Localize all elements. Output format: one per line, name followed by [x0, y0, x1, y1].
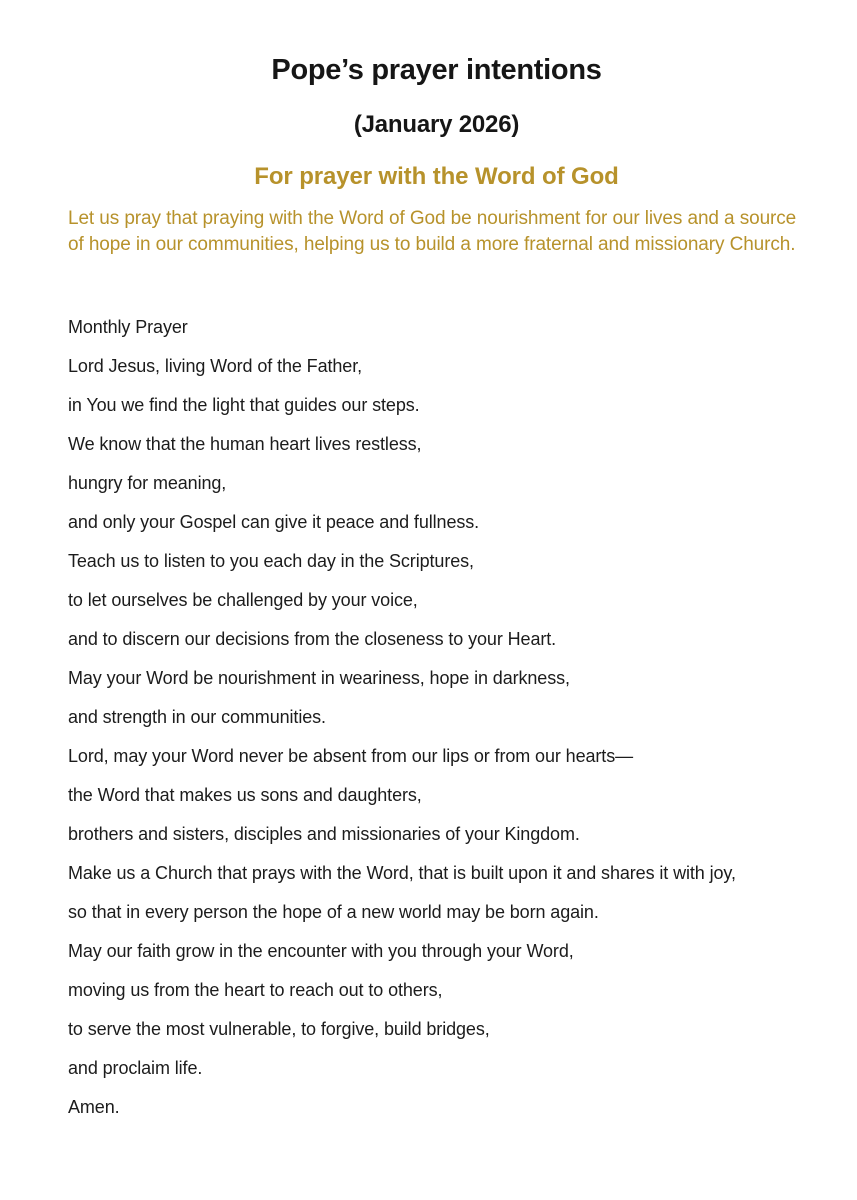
prayer-line: and strength in our communities.	[68, 707, 326, 727]
prayer-line: Teach us to listen to you each day in the Scriptures,	[68, 551, 474, 571]
prayer-body	[68, 314, 805, 1120]
prayer-line: and only your Gospel can give it peace and fullness.	[68, 512, 480, 532]
prayer-line: to serve the most vulnerable, to forgive, build bridges,	[68, 1019, 490, 1039]
prayer-line: to let ourselves be challenged by your voice,	[68, 590, 418, 610]
prayer-line: hungry for meaning,	[68, 473, 227, 493]
prayer-line: moving us from the heart to reach out to others,	[68, 980, 443, 1000]
prayer-line: so that in every person the hope of a new world may be born again.	[68, 902, 599, 922]
page-title: Pope’s prayer intentions	[271, 54, 602, 86]
prayer-line: Lord, may your Word never be absent from our lips or from our hearts—	[68, 746, 634, 766]
prayer-line: the Word that makes us sons and daughters,	[68, 785, 422, 805]
prayer-line: May your Word be nourishment in weariness, hope in darkness,	[68, 668, 570, 688]
prayer-line: May our faith grow in the encounter with you through your Word,	[68, 941, 574, 961]
prayer-section-label: Monthly Prayer	[68, 317, 188, 337]
page-subtitle-date: (January 2026)	[353, 111, 520, 138]
prayer-line: brothers and sisters, disciples and missionaries of your Kingdom.	[68, 824, 580, 844]
intention-paragraph: Let us pray that praying with the Word of God be nourishment for our lives and a source of hope in our communities, helping us to build a more fraternal and missionary Church.	[68, 208, 797, 255]
section-spacer	[68, 258, 805, 314]
prayer-line: Make us a Church that prays with the Word, that is built upon it and shares it with joy,	[68, 863, 736, 883]
prayer-line: We know that the human heart lives restless,	[68, 434, 422, 454]
prayer-line: in You we find the light that guides our steps.	[68, 395, 420, 415]
prayer-line: Amen.	[68, 1097, 120, 1117]
prayer-line: and to discern our decisions from the closeness to your Heart.	[68, 629, 557, 649]
prayer-line: and proclaim life.	[68, 1058, 203, 1078]
intention-heading: For prayer with the Word of God	[254, 163, 619, 190]
prayer-line: Lord Jesus, living Word of the Father,	[68, 356, 363, 376]
